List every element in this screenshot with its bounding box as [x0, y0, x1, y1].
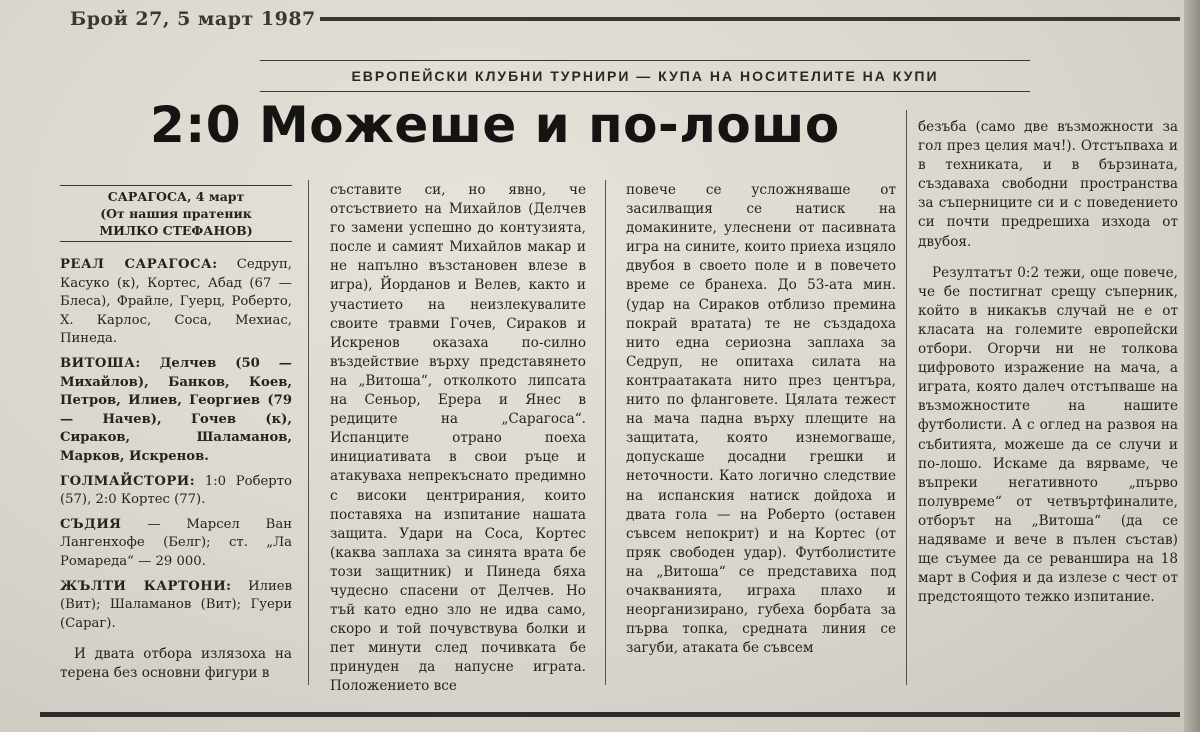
article-body-start: И двата отбора излязоха на терена без основни фигури в: [60, 646, 292, 682]
section-bar: ЕВРОПЕЙСКИ КЛУБНИ ТУРНИРИ — КУПА НА НОСИТЕЛИТЕ НА КУПИ: [260, 60, 1030, 92]
yellow-cards-text: Илиев (Вит); Шаламанов (Вит); Гуери (Сараг).: [60, 578, 292, 631]
column-rule-3: [906, 110, 907, 685]
lineup-real-text: Седруп, Касуко (к), Кортес, Абад (67 — Блеса), Фрайле, Гуерц, Роберто, Х. Карлос, Соса, Мехиас, Пинеда.: [60, 257, 292, 347]
lineup-vitosha-text: Делчев (50 — Михайлов), Банков, Коев, Петров, Илиев, Георгиев (79 — Начев), Гочев (к), Сираков, Шаламанов, Марков, Искренов.: [60, 355, 292, 464]
dateline-source: (От нашия пратеник: [100, 206, 252, 221]
column-4: [918, 118, 1178, 607]
column-3: [626, 181, 896, 658]
referee-text: — Марсел Ван Лангенхофе (Белг); ст. „Ла Ромареда“ — 29 000.: [60, 516, 292, 569]
yellow-cards-label: ЖЪЛТИ КАРТОНИ:: [60, 578, 232, 594]
issue-line: Брой 27, 5 март 1987: [70, 8, 316, 30]
article-body-col2: съставите си, но явно, че отсъствието на Михайлов (Делчев го замени успешно до контузията, после и самият Михайлов макар и не напълно възстановен влезе в игра), Йорданов и Велев, както и участието на неизлекувалите своите травми Гочев, Сираков и Искренов оказаха по-силно въздействие върху представянето на „Витоша“, отколкото липсата на Сеньор, Ерера и Янес в редиците на „Сарагоса“. Испанците отрано поеха инициативата в свои ръце и атакуваха непрекъснато предимно с високи центрирания, които поставяха на изпитание нашата защита. Удари на Соса, Кортес (каква заплаха за синята врата бе този защитник) и Пинеда бяха чудесно спасени от Делчев. Но тъй като едно зло не идва само, скоро и той почувствува болки и пет минути след почивката бе принуден да напусне играта. Положението все: [330, 182, 586, 695]
column-rule-1: [308, 180, 309, 685]
referee: [60, 516, 292, 572]
top-rule: [320, 17, 1180, 21]
dateline-author: МИЛКО СТЕФАНОВ): [99, 223, 253, 238]
dateline-city: САРАГОСА, 4 март: [107, 189, 245, 204]
lineup-vitosha: [60, 355, 292, 467]
bottom-rule: [40, 712, 1180, 717]
column-2: [330, 181, 586, 697]
lineup-real: [60, 256, 292, 349]
headline: 2:0 Можеше и по-лошо: [150, 96, 840, 154]
column-1: [60, 185, 292, 683]
dateline: [60, 185, 292, 242]
article-body-col4-p1: безъба (само две възможности за гол през целия мач!). Отстъпваха и в техниката, и в бързината, създаваха свободни пространства за съперниците си и с поведението си почти предрешиха изхода от двубоя.: [918, 119, 1178, 250]
yellow-cards: [60, 578, 292, 634]
lineup-vitosha-label: ВИТОША:: [60, 355, 141, 371]
scorers: [60, 473, 292, 510]
lineup-real-label: РЕАЛ САРАГОСА:: [60, 257, 218, 272]
column-rule-2: [605, 180, 606, 685]
article-body-col3: повече се усложняваше от засилващия се натиск на домакините, улеснени от пасивната игра на сините, които приеха изцяло двубоя в своето поле и в повечето време се бранеха. До 53-ата мин. (удар на Сираков отблизо премина покрай вратата) те не създадоха нито една сериозна заплаха за Седруп, не опитаха силата на контраатаката нито през центъра, нито по фланговете. Цялата тежест на мача падна върху плещите на защитата, която изнемогваше, допускаше досадни грешки и неточности. Като логично следствие на испанския натиск дойдоха и двата гола — на Роберто (оставен съвсем непокрит) и на Кортес (от пряк свободен удар). Футболистите на „Витоша“ се представиха под очакванията, играха плахо и неорганизирано, губеха борбата за първа топка, средната линия се загуби, атаката бе съвсем: [626, 182, 896, 657]
scorers-text: 1:0 Роберто (57), 2:0 Кортес (77).: [60, 473, 292, 508]
article-body-col4-p2: Резултатът 0:2 тежи, още повече, че бе постигнат срещу съперник, който в никакъв случай не е от класата на големите европейски отбори. Огорчи ни не толкова цифровото изражение на мача, а играта, която далеч отстъпваше на възможностите на нашите футболисти. А с оглед на развоя на събитията, можеше да се случи и по-лошо. Искаме да вярваме, че въпреки негативното „първо полувреме“ от четвъртфиналите, отборът на „Витоша“ (да се надяваме и вече в пълен състав) ще съумее да се реванширa на 18 март в София и да излезе с чест от предстоящото тежко изпитание.: [918, 264, 1178, 606]
page-fold-shadow: [1184, 0, 1200, 732]
scorers-label: ГОЛМАЙСТОРИ:: [60, 473, 196, 489]
referee-label: СЪДИЯ: [60, 516, 122, 532]
